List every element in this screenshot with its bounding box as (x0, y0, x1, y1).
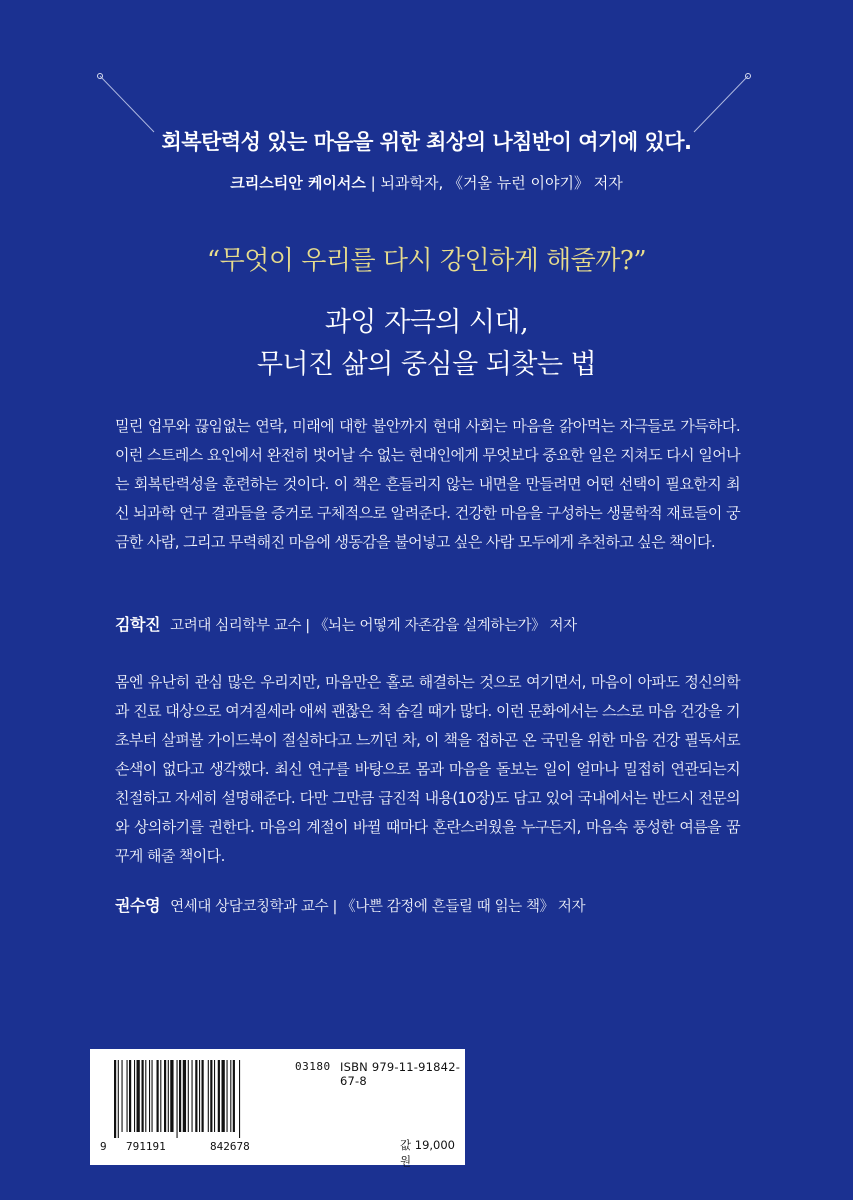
barcode-digit-right: 842678 (210, 1140, 250, 1153)
top-attribution-name: 크리스티안 케이서스 (230, 174, 366, 192)
barcode-addon: 03180 (295, 1060, 331, 1073)
review2-name: 권수영 (115, 896, 161, 915)
review1-signature (115, 612, 755, 635)
review1-text: 밀린 업무와 끊임없는 연락, 미래에 대한 불안까지 현대 사회는 마음을 갉아먹는 자극들로 가득하다. 이런 스트레스 요인에서 완전히 벗어날 수 없는 현대인에게 무엇보다 중요한 일은 지쳐도 다시 일어나는 회복탄력성을 훈련하는 것이다. 이 책은 흔들리지 않는 내면을 만들려면 어떤 선택이 필요한지 최신 뇌과학 연구 결과들을 증거로 구체적으로 알려준다. 건강한 마음을 구성하는 생물학적 재료들이 궁금한 사람, 그리고 무력해진 마음에 생동감을 불어넣고 싶은 사람 모두에게 추천하고 싶은 책이다. (115, 417, 740, 551)
review2-role: 연세대 상담코칭학과 교수 | 《나쁜 감정에 흔들릴 때 읽는 책》 저자 (170, 899, 586, 915)
top-attribution (0, 172, 853, 193)
review2-text: 몸엔 유난히 관심 많은 우리지만, 마음만은 홀로 해결하는 것으로 여기면서, 마음이 아파도 정신의학과 진료 대상으로 여겨질세라 애써 괜찮은 척 숨길 때가 많다. 이런 문화에서는 스스로 마음 건강을 기초부터 살펴볼 가이드북이 절실하다고 느끼던 차, 이 책을 접하곤 온 국민을 위한 마음 건강 필독서로 손색이 없다고 생각했다. 최신 연구를 바탕으로 몸과 마음을 돌보는 일이 얼마나 밀접히 연관되는지 친절하고 자세히 설명해준다. 다만 그만큼 급진적 내용(10장)도 담고 있어 국내에서는 반드시 전문의와 상의하기를 권한다. 마음의 계절이 바뀔 때마다 혼란스러웠을 누구든지, 마음속 풍성한 여름을 꿈꾸게 해줄 책이다. (115, 673, 740, 865)
review2-signature (115, 893, 755, 916)
subtitle (0, 302, 853, 386)
review1-role: 고려대 심리학부 교수 | 《뇌는 어떻게 자존감을 설계하는가》 저자 (170, 618, 577, 634)
barcode-digit-lead: 9 (100, 1140, 107, 1153)
headline: 회복탄력성 있는 마음을 위한 최상의 나침반이 여기에 있다. (161, 130, 692, 154)
barcode-icon (110, 1060, 290, 1138)
subtitle-line1: 과잉 자극의 시대, (324, 307, 529, 338)
quote: “무엇이 우리를 다시 강인하게 해줄까?” (206, 246, 647, 276)
top-attribution-role: | 뇌과학자, 《거울 뉴런 이야기》 저자 (365, 174, 623, 192)
barcode-box (90, 1049, 465, 1168)
isbn-text: ISBN 979-11-91842-67-8 (340, 1060, 461, 1088)
barcode-digit-left: 791191 (126, 1140, 166, 1153)
review1-name: 김학진 (115, 615, 161, 634)
price-text: 값 19,000원 (400, 1138, 456, 1168)
subtitle-line2: 무너진 삶의 중심을 되찾는 법 (256, 349, 597, 380)
